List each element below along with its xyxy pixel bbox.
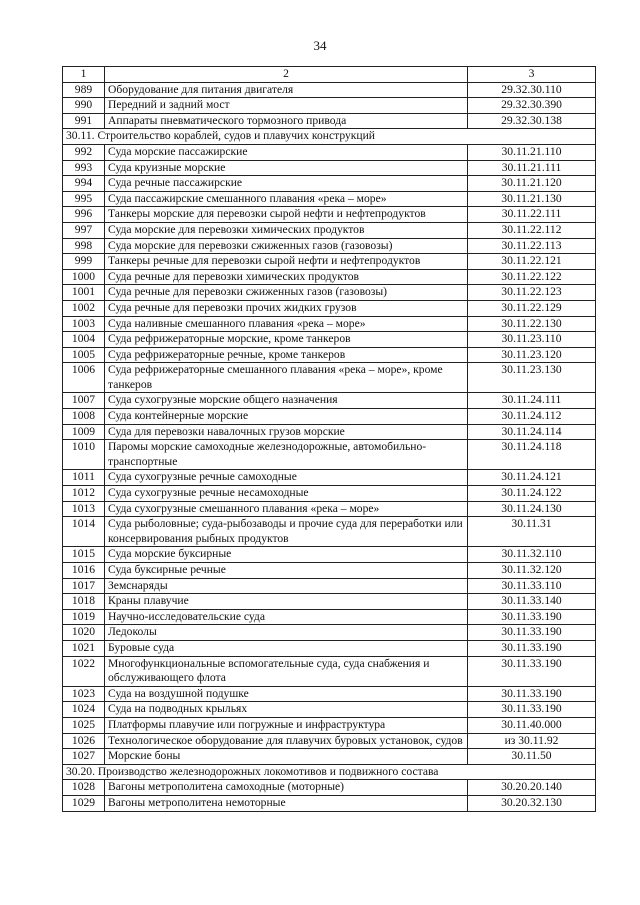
row-number-cell: 1008 <box>63 409 105 425</box>
table-row <box>63 269 596 285</box>
section-row <box>63 764 596 780</box>
row-number-cell: 994 <box>63 176 105 192</box>
row-number-cell: 993 <box>63 160 105 176</box>
row-number-cell: 1018 <box>63 594 105 610</box>
row-code-cell: 29.32.30.390 <box>468 98 596 114</box>
row-code-cell: 30.11.24.111 <box>468 393 596 409</box>
row-code-cell: 30.11.21.120 <box>468 176 596 192</box>
row-name-cell: Танкеры морские для перевозки сырой нефти и нефтепродуктов <box>105 207 468 223</box>
table-row <box>63 160 596 176</box>
row-code-cell: из 30.11.92 <box>468 733 596 749</box>
row-name-cell: Суда сухогрузные речные самоходные <box>105 470 468 486</box>
table-row <box>63 113 596 129</box>
row-number-cell: 998 <box>63 238 105 254</box>
row-number-cell: 1024 <box>63 702 105 718</box>
row-number-cell: 1003 <box>63 316 105 332</box>
row-name-cell: Суда рефрижераторные морские, кроме танкеров <box>105 332 468 348</box>
row-code-cell: 30.11.22.112 <box>468 222 596 238</box>
table-row <box>63 440 596 470</box>
row-name-cell: Морские боны <box>105 749 468 765</box>
table-row <box>63 501 596 517</box>
section-title: 30.20. Производство железнодорожных локомотивов и подвижного состава <box>63 764 596 780</box>
table-row <box>63 424 596 440</box>
table-row <box>63 82 596 98</box>
row-code-cell: 30.11.33.190 <box>468 609 596 625</box>
table-row <box>63 640 596 656</box>
page-number: 34 <box>313 38 327 53</box>
row-name-cell: Суда наливные смешанного плавания «река – море» <box>105 316 468 332</box>
row-code-cell: 30.11.24.114 <box>468 424 596 440</box>
row-number-cell: 1029 <box>63 795 105 811</box>
row-name-cell: Суда сухогрузные смешанного плавания «река – море» <box>105 501 468 517</box>
row-number-cell: 1028 <box>63 780 105 796</box>
row-name-cell: Суда круизные морские <box>105 160 468 176</box>
row-number-cell: 1025 <box>63 717 105 733</box>
table-row <box>63 486 596 502</box>
row-number-cell: 999 <box>63 254 105 270</box>
row-number-cell: 1020 <box>63 625 105 641</box>
row-number-cell: 1013 <box>63 501 105 517</box>
row-name-cell: Вагоны метрополитена самоходные (моторные) <box>105 780 468 796</box>
row-code-cell: 30.11.22.123 <box>468 285 596 301</box>
table-row <box>63 300 596 316</box>
table-row <box>63 144 596 160</box>
row-code-cell: 30.11.22.121 <box>468 254 596 270</box>
table-row <box>63 254 596 270</box>
row-name-cell: Суда сухогрузные речные несамоходные <box>105 486 468 502</box>
row-code-cell: 30.11.33.140 <box>468 594 596 610</box>
row-name-cell: Земснаряды <box>105 578 468 594</box>
row-code-cell: 30.11.23.110 <box>468 332 596 348</box>
row-name-cell: Технологическое оборудование для плавучих буровых установок, судов <box>105 733 468 749</box>
row-code-cell: 30.11.22.129 <box>468 300 596 316</box>
row-code-cell: 30.11.21.130 <box>468 191 596 207</box>
row-name-cell: Суда рефрижераторные речные, кроме танкеров <box>105 347 468 363</box>
row-name-cell: Суда для перевозки навалочных грузов морские <box>105 424 468 440</box>
table-row <box>63 686 596 702</box>
row-name-cell: Суда речные для перевозки прочих жидких грузов <box>105 300 468 316</box>
row-name-cell: Суда морские буксирные <box>105 547 468 563</box>
row-name-cell: Передний и задний мост <box>105 98 468 114</box>
row-name-cell: Суда на воздушной подушке <box>105 686 468 702</box>
row-code-cell: 30.11.21.111 <box>468 160 596 176</box>
row-number-cell: 1026 <box>63 733 105 749</box>
table-row <box>63 609 596 625</box>
row-code-cell: 30.11.31 <box>468 517 596 547</box>
row-code-cell: 30.11.24.112 <box>468 409 596 425</box>
row-code-cell: 30.11.33.190 <box>468 625 596 641</box>
row-code-cell: 30.11.24.118 <box>468 440 596 470</box>
row-number-cell: 1011 <box>63 470 105 486</box>
row-number-cell: 995 <box>63 191 105 207</box>
header-row <box>63 67 596 83</box>
row-number-cell: 1017 <box>63 578 105 594</box>
table-row <box>63 98 596 114</box>
row-code-cell: 30.11.33.190 <box>468 686 596 702</box>
row-number-cell: 1006 <box>63 363 105 393</box>
row-number-cell: 1000 <box>63 269 105 285</box>
row-code-cell: 30.11.23.120 <box>468 347 596 363</box>
table-row <box>63 285 596 301</box>
row-number-cell: 1005 <box>63 347 105 363</box>
row-name-cell: Суда буксирные речные <box>105 563 468 579</box>
row-number-cell: 1015 <box>63 547 105 563</box>
row-name-cell: Краны плавучие <box>105 594 468 610</box>
row-name-cell: Танкеры речные для перевозки сырой нефти и нефтепродуктов <box>105 254 468 270</box>
row-name-cell: Суда морские для перевозки сжиженных газов (газовозы) <box>105 238 468 254</box>
row-code-cell: 30.20.32.130 <box>468 795 596 811</box>
row-name-cell: Суда рыболовные; суда-рыбозаводы и прочие суда для переработки или консервирования рыбных продуктов <box>105 517 468 547</box>
row-name-cell: Ледоколы <box>105 625 468 641</box>
row-number-cell: 1001 <box>63 285 105 301</box>
row-name-cell: Суда морские пассажирские <box>105 144 468 160</box>
table-row <box>63 222 596 238</box>
row-number-cell: 1023 <box>63 686 105 702</box>
table-row <box>63 191 596 207</box>
row-code-cell: 30.11.24.121 <box>468 470 596 486</box>
row-name-cell: Суда речные для перевозки химических продуктов <box>105 269 468 285</box>
row-name-cell: Аппараты пневматического тормозного привода <box>105 113 468 129</box>
row-number-cell: 1004 <box>63 332 105 348</box>
table-row <box>63 795 596 811</box>
row-code-cell: 30.11.32.110 <box>468 547 596 563</box>
table-row <box>63 749 596 765</box>
row-number-cell: 1027 <box>63 749 105 765</box>
row-code-cell: 30.11.24.130 <box>468 501 596 517</box>
row-code-cell: 30.20.20.140 <box>468 780 596 796</box>
row-name-cell: Суда на подводных крыльях <box>105 702 468 718</box>
row-code-cell: 30.11.32.120 <box>468 563 596 579</box>
row-code-cell: 30.11.23.130 <box>468 363 596 393</box>
table-row <box>63 207 596 223</box>
row-number-cell: 990 <box>63 98 105 114</box>
row-number-cell: 1019 <box>63 609 105 625</box>
table-row <box>63 517 596 547</box>
row-number-cell: 1014 <box>63 517 105 547</box>
row-name-cell: Научно-исследовательские суда <box>105 609 468 625</box>
row-number-cell: 1022 <box>63 656 105 686</box>
table-row <box>63 702 596 718</box>
row-code-cell: 30.11.33.190 <box>468 702 596 718</box>
row-number-cell: 1016 <box>63 563 105 579</box>
row-code-cell: 30.11.33.190 <box>468 640 596 656</box>
table-row <box>63 238 596 254</box>
table-row <box>63 547 596 563</box>
section-row <box>63 129 596 145</box>
table-row <box>63 733 596 749</box>
table-row <box>63 363 596 393</box>
row-code-cell: 29.32.30.110 <box>468 82 596 98</box>
row-code-cell: 30.11.22.113 <box>468 238 596 254</box>
row-code-cell: 30.11.24.122 <box>468 486 596 502</box>
row-code-cell: 30.11.33.190 <box>468 656 596 686</box>
row-number-cell: 1021 <box>63 640 105 656</box>
row-number-cell: 1010 <box>63 440 105 470</box>
row-name-cell: Паромы морские самоходные железнодорожные, автомобильно-транспортные <box>105 440 468 470</box>
table-body <box>63 67 596 812</box>
row-number-cell: 991 <box>63 113 105 129</box>
table-row <box>63 717 596 733</box>
header-cell-name: 2 <box>105 67 468 83</box>
table-row <box>63 594 596 610</box>
row-code-cell: 30.11.33.110 <box>468 578 596 594</box>
row-name-cell: Оборудование для питания двигателя <box>105 82 468 98</box>
row-code-cell: 30.11.22.122 <box>468 269 596 285</box>
table-row <box>63 563 596 579</box>
row-name-cell: Суда рефрижераторные смешанного плавания «река – море», кроме танкеров <box>105 363 468 393</box>
row-number-cell: 997 <box>63 222 105 238</box>
row-code-cell: 29.32.30.138 <box>468 113 596 129</box>
table-row <box>63 656 596 686</box>
row-name-cell: Многофункциональные вспомогательные суда, суда снабжения и обслуживающего флота <box>105 656 468 686</box>
table-row <box>63 578 596 594</box>
header-cell-number: 1 <box>63 67 105 83</box>
table-row <box>63 393 596 409</box>
row-name-cell: Суда речные пассажирские <box>105 176 468 192</box>
section-title: 30.11. Строительство кораблей, судов и плавучих конструкций <box>63 129 596 145</box>
row-code-cell: 30.11.21.110 <box>468 144 596 160</box>
row-name-cell: Платформы плавучие или погружные и инфраструктура <box>105 717 468 733</box>
row-code-cell: 30.11.40.000 <box>468 717 596 733</box>
row-name-cell: Буровые суда <box>105 640 468 656</box>
table-row <box>63 332 596 348</box>
table-row <box>63 470 596 486</box>
row-number-cell: 1007 <box>63 393 105 409</box>
table-row <box>63 347 596 363</box>
row-name-cell: Суда морские для перевозки химических продуктов <box>105 222 468 238</box>
row-name-cell: Суда пассажирские смешанного плавания «река – море» <box>105 191 468 207</box>
row-number-cell: 1009 <box>63 424 105 440</box>
okpd-table <box>62 66 596 812</box>
row-code-cell: 30.11.50 <box>468 749 596 765</box>
table-row <box>63 409 596 425</box>
row-number-cell: 1012 <box>63 486 105 502</box>
row-name-cell: Вагоны метрополитена немоторные <box>105 795 468 811</box>
row-name-cell: Суда сухогрузные морские общего назначения <box>105 393 468 409</box>
row-name-cell: Суда речные для перевозки сжиженных газов (газовозы) <box>105 285 468 301</box>
row-number-cell: 996 <box>63 207 105 223</box>
row-code-cell: 30.11.22.130 <box>468 316 596 332</box>
row-code-cell: 30.11.22.111 <box>468 207 596 223</box>
row-number-cell: 992 <box>63 144 105 160</box>
row-number-cell: 1002 <box>63 300 105 316</box>
table-row <box>63 176 596 192</box>
table-row <box>63 625 596 641</box>
table-row <box>63 780 596 796</box>
row-number-cell: 989 <box>63 82 105 98</box>
table-row <box>63 316 596 332</box>
row-name-cell: Суда контейнерные морские <box>105 409 468 425</box>
header-cell-code: 3 <box>468 67 596 83</box>
